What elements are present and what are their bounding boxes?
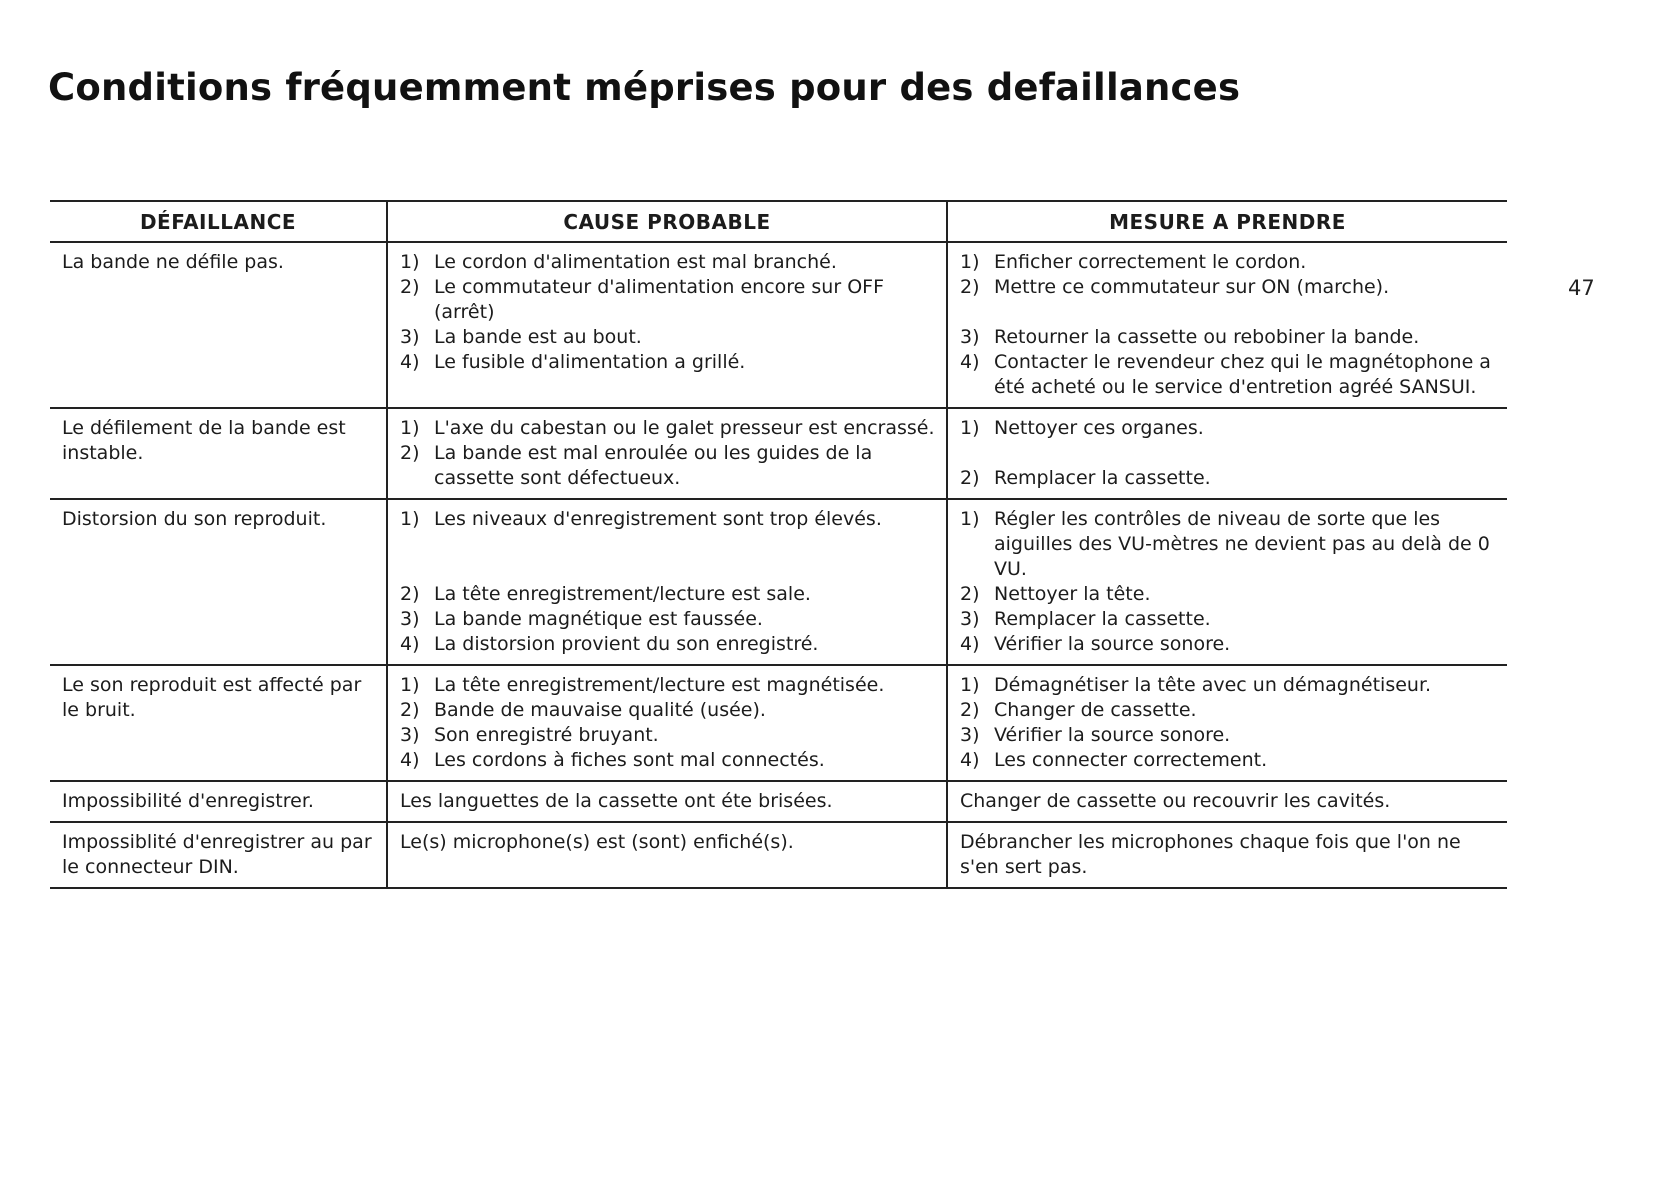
cause-cell	[387, 499, 947, 665]
list-item	[960, 673, 1499, 698]
item-text: Les niveaux d'enregistrement sont trop élevés.	[434, 508, 882, 530]
item-number: 1)	[400, 508, 420, 530]
list-item	[400, 275, 938, 325]
list-item	[960, 748, 1499, 773]
list-item	[400, 673, 938, 698]
item-text: Les cordons à fiches sont mal connectés.	[434, 749, 825, 771]
item-number: 2)	[400, 442, 420, 464]
mesure-cell: Changer de cassette ou recouvrir les cavités.	[947, 781, 1507, 822]
item-text: La tête enregistrement/lecture est magnétisée.	[434, 674, 885, 696]
cause-cell	[387, 242, 947, 408]
mesure-cell	[947, 242, 1507, 408]
defaillance-cell: Le défilement de la bande est instable.	[50, 408, 387, 499]
item-number: 3)	[400, 608, 420, 630]
list-item	[960, 723, 1499, 748]
item-number: 2)	[960, 467, 980, 489]
defaillance-cell: Impossibilité d'enregistrer.	[50, 781, 387, 822]
list-item	[400, 748, 938, 773]
item-number: 2)	[960, 583, 980, 605]
page-number: 47	[1568, 276, 1595, 300]
item-text: Le fusible d'alimentation a grillé.	[434, 351, 746, 373]
item-text: Enficher correctement le cordon.	[994, 251, 1307, 273]
list-item	[400, 632, 938, 657]
item-text: La bande est au bout.	[434, 326, 642, 348]
table-row	[50, 499, 1507, 665]
item-number: 3)	[400, 724, 420, 746]
item-text: Nettoyer ces organes.	[994, 417, 1204, 439]
mesure-cell: Débrancher les microphones chaque fois que l'on ne s'en sert pas.	[947, 822, 1507, 888]
item-number: 3)	[400, 326, 420, 348]
header-defaillance: DÉFAILLANCE	[50, 201, 387, 242]
list-item	[960, 582, 1499, 607]
item-text: La distorsion provient du son enregistré.	[434, 633, 819, 655]
item-number: 1)	[400, 251, 420, 273]
cause-cell: Le(s) microphone(s) est (sont) enfiché(s).	[387, 822, 947, 888]
list-item	[400, 250, 938, 275]
item-number: 4)	[400, 749, 420, 771]
item-text: La bande magnétique est faussée.	[434, 608, 763, 630]
item-number: 1)	[400, 674, 420, 696]
list-item	[960, 325, 1499, 350]
item-text: Les connecter correctement.	[994, 749, 1268, 771]
list-item	[400, 698, 938, 723]
item-number: 4)	[960, 633, 980, 655]
defaillance-cell: Distorsion du son reproduit.	[50, 499, 387, 665]
item-number: 2)	[960, 276, 980, 298]
table-row	[50, 822, 1507, 888]
defaillance-cell: La bande ne défile pas.	[50, 242, 387, 408]
item-number: 4)	[960, 351, 980, 373]
item-number: 4)	[960, 749, 980, 771]
header-mesure-a-prendre: MESURE A PRENDRE	[947, 201, 1507, 242]
item-number: 1)	[400, 417, 420, 439]
list-item	[960, 416, 1499, 441]
mesure-cell	[947, 665, 1507, 781]
item-number: 2)	[400, 276, 420, 298]
item-text: Son enregistré bruyant.	[434, 724, 659, 746]
item-number: 3)	[960, 326, 980, 348]
list-item	[400, 416, 938, 441]
item-number: 1)	[960, 674, 980, 696]
item-number: 4)	[400, 633, 420, 655]
table-row	[50, 781, 1507, 822]
item-text: Démagnétiser la tête avec un démagnétiseur.	[994, 674, 1432, 696]
mesure-cell	[947, 408, 1507, 499]
list-item	[960, 466, 1499, 491]
mesure-cell	[947, 499, 1507, 665]
item-text: Nettoyer la tête.	[994, 583, 1151, 605]
item-number: 1)	[960, 508, 980, 530]
cause-cell: Les languettes de la cassette ont éte brisées.	[387, 781, 947, 822]
item-text: Contacter le revendeur chez qui le magnétophone a été acheté ou le service d'entretion agréé SANSUI.	[994, 351, 1491, 398]
table-header-row	[50, 201, 1507, 242]
item-text: L'axe du cabestan ou le galet presseur est encrassé.	[434, 417, 935, 439]
item-text: Remplacer la cassette.	[994, 608, 1211, 630]
item-text: Le commutateur d'alimentation encore sur OFF (arrêt)	[434, 276, 885, 323]
cause-cell	[387, 665, 947, 781]
item-text: Le cordon d'alimentation est mal branché.	[434, 251, 837, 273]
cause-cell	[387, 408, 947, 499]
list-item	[400, 325, 938, 350]
list-item	[400, 607, 938, 632]
item-number: 4)	[400, 351, 420, 373]
item-number: 2)	[960, 699, 980, 721]
list-item	[400, 507, 938, 532]
list-item	[400, 723, 938, 748]
list-item	[400, 441, 938, 491]
item-text: Vérifier la source sonore.	[994, 633, 1231, 655]
item-text: Retourner la cassette ou rebobiner la bande.	[994, 326, 1420, 348]
item-number: 2)	[400, 699, 420, 721]
header-cause-probable: CAUSE PROBABLE	[387, 201, 947, 242]
table-row	[50, 242, 1507, 408]
defaillance-cell: Impossiblité d'enregistrer au par le connecteur DIN.	[50, 822, 387, 888]
table-row	[50, 665, 1507, 781]
list-item	[960, 698, 1499, 723]
list-item	[400, 582, 938, 607]
list-item	[400, 350, 938, 375]
troubleshooting-table	[50, 200, 1507, 889]
list-item	[960, 607, 1499, 632]
item-number: 2)	[400, 583, 420, 605]
item-text: Bande de mauvaise qualité (usée).	[434, 699, 766, 721]
defaillance-cell: Le son reproduit est affecté par le bruit.	[50, 665, 387, 781]
item-number: 1)	[960, 417, 980, 439]
list-item	[960, 632, 1499, 657]
page-title: Conditions fréquemment méprises pour des defaillances	[48, 66, 1241, 109]
item-number: 1)	[960, 251, 980, 273]
list-item	[960, 350, 1499, 400]
table-row	[50, 408, 1507, 499]
list-item	[960, 275, 1499, 300]
item-text: Mettre ce commutateur sur ON (marche).	[994, 276, 1390, 298]
item-number: 3)	[960, 724, 980, 746]
item-text: La tête enregistrement/lecture est sale.	[434, 583, 811, 605]
item-text: La bande est mal enroulée ou les guides de la cassette sont défectueux.	[434, 442, 873, 489]
item-text: Régler les contrôles de niveau de sorte que les aiguilles des VU-mètres ne devient pas au delà de 0 VU.	[994, 508, 1490, 580]
item-text: Vérifier la source sonore.	[994, 724, 1231, 746]
list-item	[960, 507, 1499, 582]
item-number: 3)	[960, 608, 980, 630]
list-item	[960, 250, 1499, 275]
item-text: Changer de cassette.	[994, 699, 1197, 721]
item-text: Remplacer la cassette.	[994, 467, 1211, 489]
